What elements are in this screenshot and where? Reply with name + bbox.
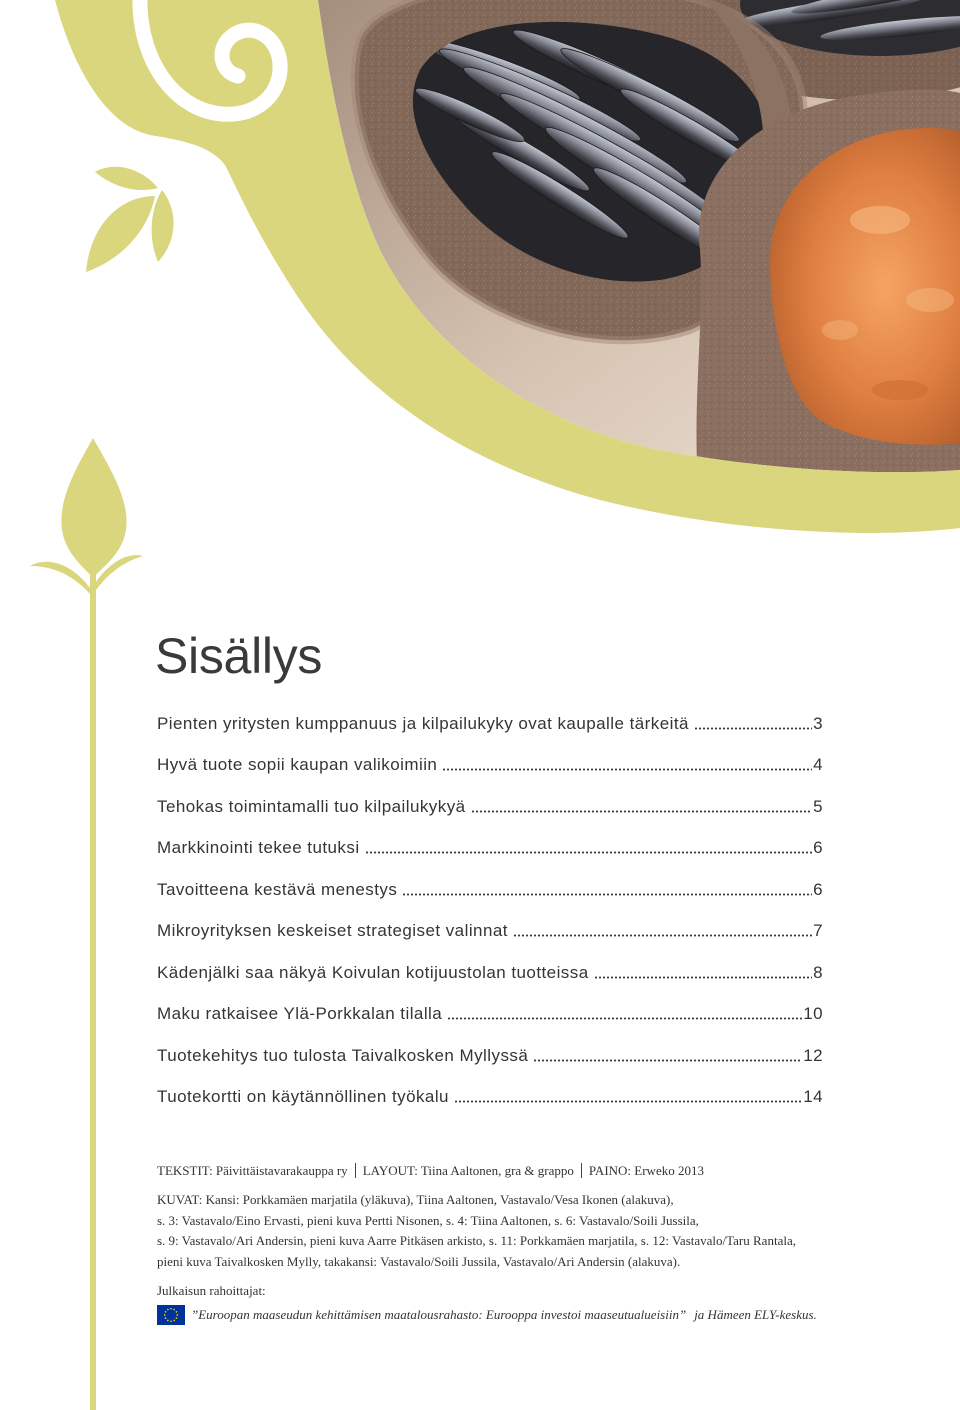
toc-entry-title: Tehokas toimintamalli tuo kilpailukykyä — [157, 796, 466, 816]
fish-pie-right — [696, 90, 960, 500]
toc-entry-page: 7 — [813, 921, 823, 941]
toc-entry — [157, 714, 823, 734]
toc-entry-title: Pienten yritysten kumppanuus ja kilpailukyky ovat kaupalle tärkeitä — [157, 714, 689, 733]
stem — [90, 572, 96, 1410]
dot-leader — [533, 1059, 802, 1062]
toc-entry-title: Tavoitteena kestävä menestys — [157, 879, 398, 899]
toc-entry — [157, 755, 823, 775]
credit-layout: LAYOUT: Tiina Aaltonen, gra & grappo — [355, 1163, 574, 1178]
dot-leader — [694, 727, 812, 730]
toc-entry-title: Kädenjälki saa näkyä Koivulan kotijuustolan tuotteissa — [157, 962, 589, 982]
toc-entry-title: Hyvä tuote sopii kaupan valikoimiin — [157, 755, 438, 775]
toc-entry-page: 5 — [813, 796, 823, 816]
leaf — [95, 167, 158, 190]
toc-entry-page: 6 — [813, 879, 823, 899]
toc-entry-title: Markkinointi tekee tutuksi — [157, 838, 360, 858]
photo-credit-line: s. 9: Vastavalo/Ari Andersin, pieni kuva Aarre Pitkäsen arkisto, s. 11: Porkkamäen marjatila, s. 12: Vastavalo/Taru Rantala, — [157, 1233, 796, 1249]
toc-entry-title: Mikroyrityksen keskeiset strategiset valinnat — [157, 921, 508, 941]
toc-entry-page: 12 — [803, 1045, 823, 1065]
photo-credit-line: s. 3: Vastavalo/Eino Ervasti, pieni kuva Pertti Nisonen, s. 4: Tiina Aaltonen, s. 6: Vastavalo/Soili Jussila, — [157, 1212, 699, 1228]
production-credits — [157, 1162, 704, 1180]
toc-entry-page: 3 — [813, 714, 823, 733]
leaf — [30, 562, 90, 594]
funding-row — [157, 1305, 817, 1325]
photo-credits — [157, 1190, 796, 1273]
dot-leader — [594, 976, 812, 979]
fish-pie-photo — [300, 0, 960, 500]
leaf — [152, 190, 174, 262]
leaf — [86, 196, 155, 272]
funding-fund-name: ”Euroopan maaseudun kehittämisen maatalousrahasto: Eurooppa investoi maaseutualueisiin” — [191, 1307, 687, 1322]
toc-entry-page: 14 — [803, 1086, 823, 1106]
toc-entry — [157, 921, 823, 941]
dot-leader — [471, 810, 813, 813]
credit-print: PAINO: Erweko 2013 — [581, 1163, 704, 1178]
dot-leader — [513, 934, 812, 937]
toc-entry — [157, 838, 823, 858]
toc-entry-page: 10 — [803, 1004, 823, 1024]
eu-flag-icon — [157, 1305, 185, 1325]
photo-credit-line: pieni kuva Taivalkosken Mylly, takakansi: Vastavalo/Soili Jussila, Vastavalo/Ari Andersin (alakuva). — [157, 1254, 681, 1270]
bud — [61, 438, 126, 578]
dot-leader — [365, 851, 813, 854]
funding-partner: ja Hämeen ELY-keskus. — [694, 1307, 817, 1322]
dot-leader — [447, 1017, 802, 1020]
toc-entry — [157, 1004, 823, 1024]
page-title: Sisällys — [155, 628, 323, 684]
toc-entry — [157, 880, 823, 900]
toc-entry-page: 4 — [813, 755, 823, 775]
toc-entry-page: 8 — [813, 962, 823, 982]
table-of-contents — [157, 714, 823, 1128]
dot-leader — [442, 768, 812, 771]
dot-leader — [402, 893, 812, 896]
photo-credit-line: KUVAT: Kansi: Porkkamäen marjatila (yläkuva), Tiina Aaltonen, Vastavalo/Vesa Ikonen (alakuva), — [157, 1192, 674, 1207]
toc-entry — [157, 1087, 823, 1107]
toc-entry-title: Tuotekortti on käytännöllinen työkalu — [157, 1086, 449, 1106]
toc-entry-page: 6 — [813, 838, 823, 858]
toc-entry-title: Maku ratkaisee Ylä-Porkkalan tilalla — [157, 1004, 443, 1024]
toc-entry — [157, 797, 823, 817]
funding-label: Julkaisun rahoittajat: — [157, 1283, 266, 1298]
credit-texts: TEKSTIT: Päivittäistavarakauppa ry — [157, 1163, 348, 1178]
toc-entry — [157, 1046, 823, 1066]
toc-entry-title: Tuotekehitys tuo tulosta Taivalkosken Myllyssä — [157, 1045, 529, 1065]
dot-leader — [454, 1100, 802, 1103]
toc-entry — [157, 963, 823, 983]
